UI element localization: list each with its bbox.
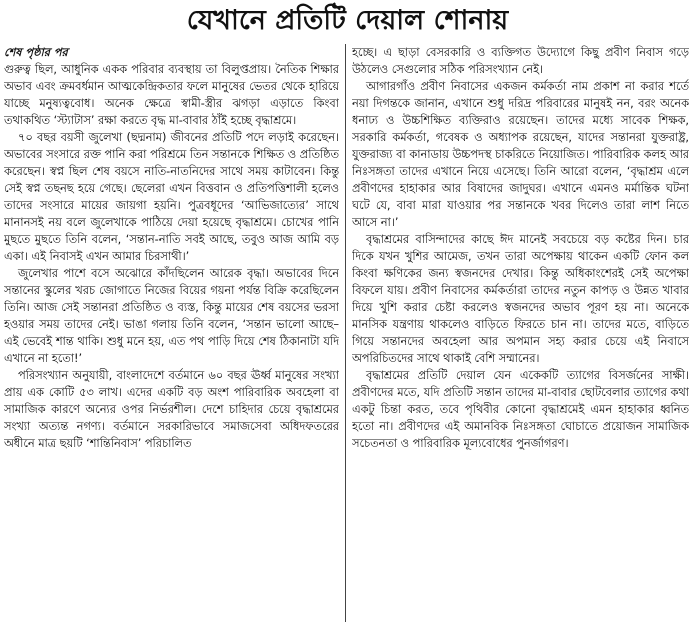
paragraph: হচ্ছে। এ ছাড়া বেসরকারি ও ব্যক্তিগত উদ্যোগে কিছু প্রবীণ নিবাস গড়ে উঠলেও সেগুলোর সঠিক পরিসংখ্যান নেই। — [352, 46, 689, 76]
paragraph: ৭০ বছর বয়সী জুলেখা (ছদ্মনাম) জীবনের প্রতিটি পদে লড়াই করেছেন। অভাবের সংসারে রক্ত পানি করা পরিশ্রমে তিন সন্তানকে শিক্ষিত ও প্রতিষ্ঠিত করেছেন। স্বপ্ন ছিল শেষ বয়সে নাতি-নাতনিদের সাথে সময় কাটাবেন। কিন্তু সেই স্বপ্ন তছনছ হয়ে গেছে। ছেলেরা এখন বিত্তবান ও প্রতিপত্তিশালী হলেও তাদের সংসারে মায়ের জায়গা হয়নি। পুত্রবধূদের ‘আভিজাত্যের’ সাথে মানানসই নয় বলে জুলেখাকে পাঠিয়ে দেয়া হয়েছে বৃদ্ধাশ্রমে। চোখের পানি মুছতে মুছতে তিনি বলেন, ‘সন্তান-নাতি সবই আছে, তবুও আজ আমি বড় একা। এই নিবাসই এখন আমার চিরসাথী।’ — [4, 131, 339, 263]
paragraph: বৃদ্ধাশ্রমের বাসিন্দাদের কাছে ঈদ মানেই সবচেয়ে বড় কষ্টের দিন। চার দিকে যখন খুশির আমেজ, তখন তারা অপেক্ষায় থাকেন একটি ফোন কল কিংবা ক্ষণিকের জন্য স্বজনদের দেখার। কিন্তু অধিকাংশেরই সেই অপেক্ষা বিফলে যায়। প্রবীণ নিবাসের কর্মকর্তারা তাদের নতুন কাপড় ও উন্নত খাবার দিয়ে খুশি করার চেষ্টা করলেও স্বজনদের অভাব পূরণ হয় না। অনেকে মানসিক যন্ত্রণায় থাকলেও বাড়িতে ফিরতে চান না। তাদের মতে, বাড়িতে গিয়ে সন্তানদের অবহেলা আর অপমান সহ্য করার চেয়ে এই নিবাসে অপরিচিতদের সাথে থাকাই বেশি সম্মানের। — [352, 233, 689, 365]
paragraph: পরিসংখ্যান অনুযায়ী, বাংলাদেশে বর্তমানে ৬০ বছর ঊর্ধ্ব মানুষের সংখ্যা প্রায় এক কোটি ৫৩ লাখ। এদের একটি বড় অংশ পারিবারিক অবহেলা বা সামাজিক কারণে অন্যের ওপর নির্ভরশীল। দেশে চাহিদার চেয়ে বৃদ্ধাশ্রমের সংখ্যা অত্যন্ত নগণ্য। বর্তমানে সরকারিভাবে সমাজসেবা অধিদফতরের অধীনে মাত্র ছয়টি ‘শান্তিনিবাস’ পরিচালিত — [4, 369, 339, 450]
column-divider — [345, 44, 346, 622]
continuation-label: শেষ পৃষ্ঠার পর — [4, 46, 68, 59]
paragraph: জুলেখার পাশে বসে অঝোরে কাঁদছিলেন আরেক বৃদ্ধা। অভাবের দিনে সন্তানের স্কুলের খরচ জোগাতে নিজের বিয়ের গয়না পর্যন্ত বিক্রি করেছিলেন তিনি। আজ সেই সন্তানরা প্রতিষ্ঠিত ও ব্যস্ত, কিন্তু মায়ের শেষ বয়সের ভরসা হওয়ার সময় তাদের নেই। ভাঙা গলায় তিনি বলেন, ‘সন্তান ভালো আছে– এই ভেবেই শান্ত থাকি। শুধু মনে হয়, এত পথ পাড়ি দিয়ে শেষ ঠিকানাটা যদি এখানে না হতো!’ — [4, 267, 339, 365]
right-column — [352, 44, 689, 622]
left-column — [4, 44, 339, 622]
paragraph: বৃদ্ধাশ্রমের প্রতিটি দেয়াল যেন একেকটি ত্যাগের বিসর্জনের সাক্ষী। প্রবীণদের মতে, যদি প্রতিটি সন্তান তাদের মা-বাবার ছোটবেলার ত্যাগের কথা একটু চিন্তা করত, তবে পৃথিবীর কোনো বৃদ্ধাশ্রমেই এমন হাহাকার ধ্বনিত হতো না। প্রবীণদের এই অমানবিক নিঃসঙ্গতা ঘোচাতে প্রয়োজন সামাজিক সচেতনতা ও পারিবারিক মূল্যবোধের পুনর্জাগরণ। — [352, 369, 689, 450]
paragraph: গুরুত্ব ছিল, আধুনিক একক পরিবার ব্যবস্থায় তা বিলুপ্তপ্রায়। নৈতিক শিক্ষার অভাব এবং ক্রমবর্ধমান আত্মকেন্দ্রিকতার ফলে মানুষের ভেতর থেকে হারিয়ে যাচ্ছে মনুষ্যত্ববোধ। অনেক ক্ষেত্রে স্বামী-স্ত্রীর ঝগড়া এড়াতে কিংবা তথাকথিত ‘স্ট্যাটাস’ রক্ষা করতে বৃদ্ধ মা-বাবার ঠাঁই হচ্ছে বৃদ্ধাশ্রমে। — [4, 63, 339, 127]
paragraph: আগারগাঁও প্রবীণ নিবাসের একজন কর্মকর্তা নাম প্রকাশ না করার শর্তে নয়া দিগন্তকে জানান, এখানে শুধু দরিদ্র পরিবারের মানুষই নন, বরং অনেক ধনাঢ্য ও উচ্চশিক্ষিত ব্যক্তিরাও রয়েছেন। তাদের মধ্যে সাবেক শিক্ষক, সরকারি কর্মকর্তা, গবেষক ও অধ্যাপক রয়েছেন, যাদের সন্তানরা যুক্তরাষ্ট্র, যুক্তরাজ্য বা কানাডায় উচ্চপদস্থ চাকরিতে নিয়োজিত। পারিবারিক কলহ আর নিঃসঙ্গতা তাদের এখানে নিয়ে এসেছে। তিনি আরো বলেন, ‘বৃদ্ধাশ্রম এলে প্রবীণদের হাহাকার আর বিষাদের জাদুঘর। এখানে এমনও মর্মান্তিক ঘটনা ঘটে যে, বাবা মারা যাওয়ার পর সন্তানকে খবর দিলেও তারা লাশ নিতে আসে না।’ — [352, 80, 689, 229]
article-headline: যেখানে প্রতিটি দেয়াল শোনায় — [186, 5, 509, 36]
